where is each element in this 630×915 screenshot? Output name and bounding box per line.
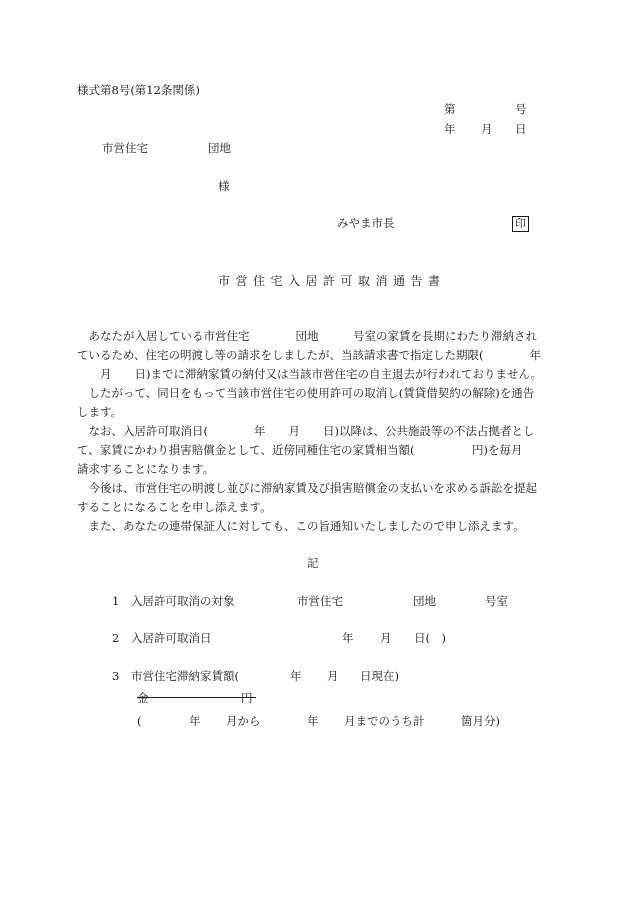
item1-danchi: 団地 (413, 594, 436, 608)
body-line: します。 (77, 405, 123, 419)
body-line: 請求することになります。 (77, 462, 215, 476)
date-day-label: 日 (515, 122, 527, 136)
doc-number-dai: 第 (444, 102, 456, 116)
period-months: 箇月分) (461, 714, 500, 728)
item2-year: 年 (342, 631, 354, 645)
item2-day: 日( ) (414, 631, 446, 645)
ki-heading: 記 (307, 556, 319, 570)
body-line: て、家賃にかわり損害賠償金として、近傍同種住宅の家賃相当額( 円)を毎月 (77, 443, 523, 457)
seal-mark: 印 (512, 216, 529, 232)
addressee-sama: 様 (218, 179, 230, 193)
body-line: 月 日)までに滞納家賃の納付又は当該市営住宅の自主退去が行われておりません。 (77, 367, 543, 381)
doc-number-go: 号 (515, 102, 527, 116)
item2-label: 入居許可取消日 (131, 631, 212, 645)
body-text (77, 327, 555, 536)
item1-label: 入居許可取消の対象 (131, 594, 235, 608)
document-title: 市営住宅入居許可取消通告書 (218, 274, 446, 288)
item1-housing: 市営住宅 (297, 594, 343, 608)
date-year-label: 年 (444, 122, 456, 136)
item3-as-of: 日現在) (360, 669, 399, 683)
item3-label: 市営住宅滞納家賃額( (131, 669, 239, 683)
period-to-year: 年 (307, 714, 319, 728)
item1-goshitsu: 号室 (485, 594, 508, 608)
addressee-danchi: 団地 (208, 141, 231, 155)
body-line: 今後は、市営住宅の明渡し並びに滞納家賃及び損害賠償金の支払いを求める訴訟を提起 (77, 481, 537, 495)
period-from-year: 年 (189, 714, 201, 728)
amount-underline (137, 695, 256, 698)
amount-kin: 金 (137, 691, 149, 705)
body-line: ているため、住宅の明渡し等の請求をしましたが、当該請求書で指定した期限( 年 (77, 348, 542, 362)
item2-number: 2 (112, 631, 120, 645)
body-line: することになることを申し添えます。 (77, 500, 272, 514)
amount-en: 円 (241, 691, 253, 705)
body-line: また、あなたの連帯保証人に対しても、この旨通知いたしましたので申し添えます。 (77, 519, 525, 533)
item2-month: 月 (380, 631, 392, 645)
form-number: 様式第8号(第12条関係) (77, 83, 200, 97)
body-line: あなたが入居している市営住宅 団地 号室の家賃を長期にわたり滞納され (77, 329, 537, 343)
body-line: したがって、同日をもって当該市営住宅の使用許可の取消し(賃貸借契約の解除)を通告 (77, 386, 535, 400)
period-to-month: 月までのうち計 (344, 714, 425, 728)
period-open-paren: ( (137, 714, 142, 728)
item3-year: 年 (290, 669, 302, 683)
item1-number: 1 (112, 594, 120, 608)
addressee-housing: 市営住宅 (102, 141, 148, 155)
body-line: なお、入居許可取消日( 年 月 日)以降は、公共施設等の不法占拠者とし (77, 424, 535, 438)
item3-number: 3 (112, 669, 120, 683)
period-from-month: 月から (226, 714, 261, 728)
item3-month: 月 (327, 669, 339, 683)
date-month-label: 月 (481, 122, 493, 136)
sender-mayor: みやま市長 (337, 216, 395, 230)
